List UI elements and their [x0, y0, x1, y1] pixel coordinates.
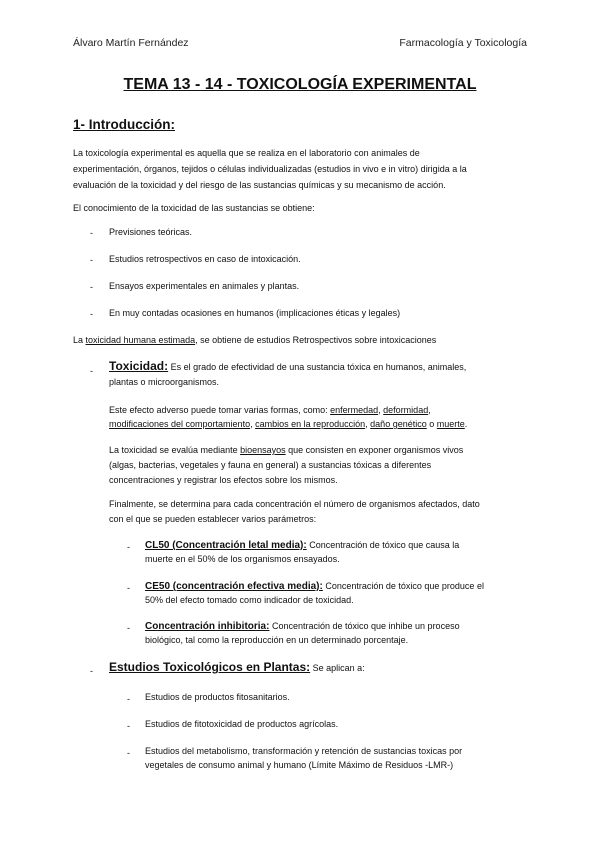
param-inhibitoria-term: Concentración inhibitoria: [145, 621, 270, 632]
toxicidad-term: Toxicidad: [109, 359, 169, 373]
bullet-dash: - [90, 255, 93, 265]
param-cl50: CL50 (Concentración letal media): Concentración de tóxico que causa la [145, 540, 460, 551]
knowledge-text: El conocimiento de la toxicidad de las sustancias se obtiene: [73, 203, 315, 213]
bullet-dash: - [127, 583, 130, 593]
bullet-dash: - [90, 282, 93, 292]
bullet-dash: - [127, 721, 130, 731]
plantas-heading: Estudios Toxicológicos en Plantas: Se aplican a: [109, 660, 365, 674]
section-heading-introduccion: 1- Introducción: [73, 117, 175, 132]
header-subject: Farmacología y Toxicología [399, 37, 527, 49]
header-author: Álvaro Martín Fernández [73, 37, 189, 49]
param-inhibitoria-line-2: biológico, tal como la reproducción en un determinado porcentaje. [145, 635, 409, 645]
list-item: Estudios retrospectivos en caso de intoxicación. [109, 254, 301, 264]
bullet-dash: - [127, 623, 130, 633]
bullet-dash: - [90, 228, 93, 238]
bullet-dash: - [127, 694, 130, 704]
bullet-dash: - [127, 542, 130, 552]
param-ce50-term: CE50 (concentración efectiva media): [145, 581, 323, 592]
bullet-dash: - [127, 748, 130, 758]
intro-line-1: La toxicología experimental es aquella que se realiza en el laboratorio con animales de [73, 148, 420, 158]
bioensayos-line-2: (algas, bacterias, vegetales y fauna en general) a sustancias tóxicas a diferentes [109, 460, 432, 470]
list-item: En muy contadas ocasiones en humanos (implicaciones éticas y legales) [109, 308, 401, 318]
finalmente-line-1: Finalmente, se determina para cada concentración el número de organismos afectados, dato [109, 499, 480, 509]
finalmente-line-2: con el que se pueden establecer varios parámetros: [109, 514, 317, 524]
human-toxicity-term: toxicidad humana estimada [85, 335, 196, 345]
bullet-dash: - [90, 309, 93, 319]
list-item: Estudios de productos fitosanitarios. [145, 692, 290, 702]
bullet-dash: - [90, 666, 93, 676]
bioensayos-text: La toxicidad se evalúa mediante bioensayos que consisten en exponer organismos vivos [109, 445, 464, 455]
plantas-term: Estudios Toxicológicos en Plantas: [109, 660, 311, 674]
param-ce50: CE50 (concentración efectiva media): Concentración de tóxico que produce el [145, 581, 484, 592]
intro-line-3: evaluación de la toxicidad y del riesgo de las sustancias químicas y su mecanismo de acción. [73, 180, 446, 190]
bullet-dash: - [90, 366, 93, 376]
param-cl50-line-2: muerte en el 50% de los organismos ensayados. [145, 554, 340, 564]
forms-text: Este efecto adverso puede tomar varias formas, como: enfermedad, deformidad, [109, 405, 431, 415]
param-inhibitoria: Concentración inhibitoria: Concentración de tóxico que inhibe un proceso [145, 621, 460, 632]
bioensayos-line-3: concentraciones y registrar los efectos sobre los mismos. [109, 475, 338, 485]
list-item: Estudios de fitotoxicidad de productos agrícolas. [145, 719, 339, 729]
page-title: TEMA 13 - 14 - TOXICOLOGÍA EXPERIMENTAL [123, 76, 477, 93]
intro-line-2: experimentación, órganos, tejidos o células individualizadas (estudios in vivo e in vitro) dirigida a la [73, 164, 467, 174]
list-item-line-2: vegetales de consumo animal y humano (Límite Máximo de Residuos -LMR-) [145, 760, 454, 770]
param-ce50-line-2: 50% del efecto tomado como indicador de toxicidad. [145, 595, 354, 605]
human-toxicity-text: La toxicidad humana estimada, se obtiene de estudios Retrospectivos sobre intoxicaciones [73, 335, 437, 345]
forms-text-line-2: modificaciones del comportamiento, cambios en la reproducción, daño genético o muerte. [109, 419, 468, 429]
list-item: Previsiones teóricas. [109, 227, 193, 237]
list-item: Estudios del metabolismo, transformación y retención de sustancias toxicas por [145, 746, 463, 756]
param-cl50-term: CL50 (Concentración letal media): [145, 540, 307, 551]
toxicidad-definition: Toxicidad: Es el grado de efectividad de una sustancia tóxica en humanos, animales, [109, 359, 467, 373]
toxicidad-definition-line-2: plantas o microorganismos. [109, 377, 220, 387]
list-item: Ensayos experimentales en animales y plantas. [109, 281, 300, 291]
